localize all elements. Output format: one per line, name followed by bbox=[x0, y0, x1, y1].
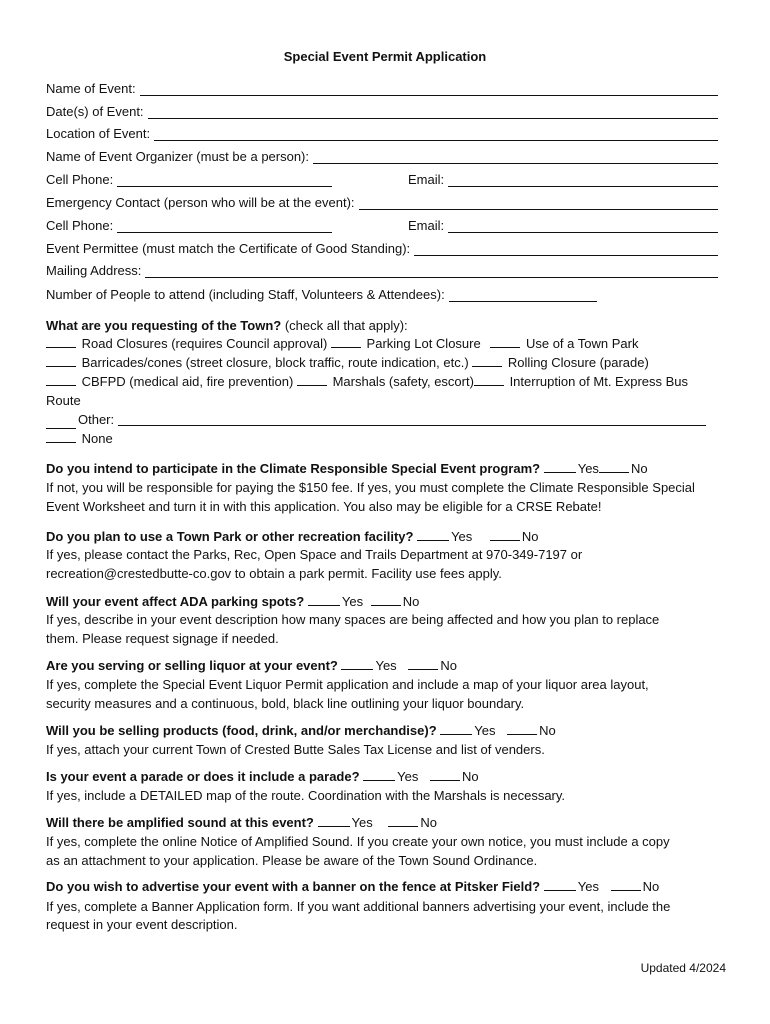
climate-yes-label: Yes bbox=[577, 461, 599, 476]
park-no-blank[interactable] bbox=[490, 528, 520, 541]
banner-no-blank[interactable] bbox=[611, 878, 641, 891]
products-question-text: Will you be selling products (food, drink, and/or merchandise)? bbox=[46, 723, 437, 738]
request-heading bbox=[46, 317, 408, 335]
products-yes-label: Yes bbox=[474, 723, 496, 738]
liquor-question-text: Are you serving or selling liquor at your event? bbox=[46, 658, 338, 673]
climate-no-blank[interactable] bbox=[599, 460, 629, 473]
park-yes-label: Yes bbox=[451, 529, 473, 544]
products-no-label: No bbox=[539, 723, 556, 738]
barricades-checkbox[interactable] bbox=[46, 354, 76, 367]
parade-yes-label: Yes bbox=[397, 769, 419, 784]
sound-text-2: as an attachment to your application. Please be aware of the Town Sound Ordinance. bbox=[46, 853, 538, 868]
request-heading-text: What are you requesting of the Town? bbox=[46, 318, 282, 333]
email-2-row bbox=[408, 215, 718, 233]
request-row-1 bbox=[46, 335, 638, 353]
permittee-input-line[interactable] bbox=[414, 242, 718, 256]
banner-question-text: Do you wish to advertise your event with a banner on the fence at Pitsker Field? bbox=[46, 879, 541, 894]
banner-question bbox=[46, 878, 659, 896]
event-location-row bbox=[46, 123, 718, 141]
products-text-1: If yes, attach your current Town of Crested Butte Sales Tax License and list of venders. bbox=[46, 742, 545, 757]
parade-question-text: Is your event a parade or does it include a parade? bbox=[46, 769, 360, 784]
other-label: Other: bbox=[78, 412, 115, 427]
organizer-label: Name of Event Organizer (must be a person): bbox=[46, 149, 310, 164]
marshals-label: Marshals (safety, escort) bbox=[332, 374, 474, 389]
organizer-input-line[interactable] bbox=[313, 150, 718, 164]
email-row bbox=[408, 169, 718, 187]
road-closures-checkbox[interactable] bbox=[46, 335, 76, 348]
sound-yes-label: Yes bbox=[351, 815, 373, 830]
climate-yes-blank[interactable] bbox=[544, 460, 576, 473]
road-closures-label: Road Closures (requires Council approval) bbox=[81, 336, 328, 351]
emergency-contact-row bbox=[46, 192, 718, 210]
parking-lot-label: Parking Lot Closure bbox=[366, 336, 481, 351]
none-checkbox[interactable] bbox=[46, 430, 76, 443]
request-row-3 bbox=[46, 373, 688, 391]
ada-no-label: No bbox=[402, 594, 420, 609]
permittee-row bbox=[46, 238, 718, 256]
event-location-input-line[interactable] bbox=[154, 127, 718, 141]
parade-yes-blank[interactable] bbox=[363, 768, 395, 781]
liquor-text-2: security measures and a continuous, bold, black line outlining your liquor boundary. bbox=[46, 696, 525, 711]
barricades-label: Barricades/cones (street closure, block traffic, route indication, etc.) bbox=[81, 355, 469, 370]
liquor-yes-label: Yes bbox=[375, 658, 397, 673]
banner-text-1: If yes, complete a Banner Application form. If you want additional banners advertising your event, include the bbox=[46, 899, 671, 914]
sound-text-1: If yes, complete the online Notice of Amplified Sound. If you create your own notice, you must include a copy bbox=[46, 834, 670, 849]
other-checkbox[interactable] bbox=[46, 416, 76, 429]
parking-lot-checkbox[interactable] bbox=[331, 335, 361, 348]
event-name-label: Name of Event: bbox=[46, 81, 136, 96]
products-question bbox=[46, 722, 556, 740]
ada-no-blank[interactable] bbox=[371, 593, 401, 606]
banner-yes-blank[interactable] bbox=[544, 878, 576, 891]
cell-phone-input-line[interactable] bbox=[117, 173, 332, 187]
request-heading-note: (check all that apply): bbox=[281, 318, 408, 333]
liquor-yes-blank[interactable] bbox=[341, 657, 373, 670]
ada-text-2: them. Please request signage if needed. bbox=[46, 631, 279, 646]
sound-no-label: No bbox=[420, 815, 437, 830]
park-question-text: Do you plan to use a Town Park or other recreation facility? bbox=[46, 529, 414, 544]
other-input-line[interactable] bbox=[118, 412, 706, 426]
liquor-question bbox=[46, 657, 457, 675]
rolling-closure-label: Rolling Closure (parade) bbox=[507, 355, 649, 370]
ada-yes-blank[interactable] bbox=[308, 593, 340, 606]
cell-phone-label: Cell Phone: bbox=[46, 172, 114, 187]
ada-question-text: Will your event affect ADA parking spots? bbox=[46, 594, 305, 609]
interruption-label: Interruption of Mt. Express Bus bbox=[509, 374, 689, 389]
liquor-text-1: If yes, complete the Special Event Liquor Permit application and include a map of your liquor area layout, bbox=[46, 677, 649, 692]
event-location-label: Location of Event: bbox=[46, 126, 151, 141]
cell-phone-2-row bbox=[46, 215, 332, 233]
request-none-row bbox=[46, 430, 113, 448]
ada-yes-label: Yes bbox=[341, 594, 364, 609]
liquor-no-label: No bbox=[440, 658, 457, 673]
park-text-1: If yes, please contact the Parks, Rec, Open Space and Trails Department at 970-349-7197 or bbox=[46, 547, 583, 562]
event-name-row bbox=[46, 78, 718, 96]
cell-phone-2-input-line[interactable] bbox=[117, 219, 332, 233]
request-row-3-cont bbox=[46, 392, 81, 410]
banner-text-2: request in your event description. bbox=[46, 917, 238, 932]
page-title: Special Event Permit Application bbox=[283, 49, 487, 64]
mailing-address-label: Mailing Address: bbox=[46, 263, 142, 278]
banner-no-label: No bbox=[642, 879, 660, 894]
products-yes-blank[interactable] bbox=[440, 722, 472, 735]
request-row-2 bbox=[46, 354, 649, 372]
sound-question-text: Will there be amplified sound at this event? bbox=[46, 815, 314, 830]
event-name-input-line[interactable] bbox=[140, 82, 718, 96]
cbfpd-label: CBFPD (medical aid, fire prevention) bbox=[81, 374, 294, 389]
banner-yes-label: Yes bbox=[577, 879, 599, 894]
sound-yes-blank[interactable] bbox=[318, 814, 350, 827]
email-label: Email: bbox=[408, 172, 445, 187]
event-dates-row bbox=[46, 101, 718, 119]
climate-no-label: No bbox=[630, 461, 648, 476]
rolling-closure-checkbox[interactable] bbox=[472, 354, 502, 367]
num-people-input-line[interactable] bbox=[449, 288, 597, 302]
request-other-row bbox=[46, 411, 706, 429]
route-label: Route bbox=[46, 393, 81, 408]
park-text-2: recreation@crestedbutte-co.gov to obtain a park permit. Facility use fees apply. bbox=[46, 566, 502, 581]
climate-question bbox=[46, 460, 648, 478]
event-dates-label: Date(s) of Event: bbox=[46, 104, 144, 119]
interruption-checkbox[interactable] bbox=[474, 373, 504, 386]
park-question bbox=[46, 528, 539, 546]
parade-question bbox=[46, 768, 479, 786]
mailing-address-row bbox=[46, 260, 718, 278]
email-2-label: Email: bbox=[408, 218, 445, 233]
email-input-line[interactable] bbox=[448, 173, 718, 187]
parade-text-1: If yes, include a DETAILED map of the route. Coordination with the Marshals is necessary. bbox=[46, 788, 566, 803]
none-label: None bbox=[81, 431, 113, 446]
emergency-contact-input-line[interactable] bbox=[359, 196, 718, 210]
updated-date: Updated 4/2024 bbox=[640, 961, 726, 975]
emergency-contact-label: Emergency Contact (person who will be at the event): bbox=[46, 195, 355, 210]
parade-no-label: No bbox=[462, 769, 479, 784]
permittee-label: Event Permittee (must match the Certificate of Good Standing): bbox=[46, 241, 411, 256]
sound-question bbox=[46, 814, 437, 832]
ada-question bbox=[46, 593, 419, 611]
park-yes-blank[interactable] bbox=[417, 528, 449, 541]
climate-text-1: If not, you will be responsible for paying the $150 fee. If yes, you must complete the Climate Responsible Special bbox=[46, 480, 695, 495]
town-park-label: Use of a Town Park bbox=[525, 336, 639, 351]
sound-no-blank[interactable] bbox=[388, 814, 418, 827]
cbfpd-checkbox[interactable] bbox=[46, 373, 76, 386]
num-people-label: Number of People to attend (including Staff, Volunteers & Attendees): bbox=[46, 287, 445, 302]
climate-question-text: Do you intend to participate in the Climate Responsible Special Event program? bbox=[46, 461, 541, 476]
marshals-checkbox[interactable] bbox=[297, 373, 327, 386]
liquor-no-blank[interactable] bbox=[408, 657, 438, 670]
cell-phone-row bbox=[46, 169, 332, 187]
parade-no-blank[interactable] bbox=[430, 768, 460, 781]
ada-text-1: If yes, describe in your event description how many spaces are being affected and how you plan to replace bbox=[46, 612, 660, 627]
mailing-address-input-line[interactable] bbox=[145, 264, 718, 278]
climate-text-2: Event Worksheet and turn it in with this application. You also may be eligible for a CRSE Rebate! bbox=[46, 499, 602, 514]
products-no-blank[interactable] bbox=[507, 722, 537, 735]
park-no-label: No bbox=[521, 529, 539, 544]
num-people-row bbox=[46, 284, 597, 302]
email-2-input-line[interactable] bbox=[448, 219, 718, 233]
organizer-row bbox=[46, 146, 718, 164]
cell-phone-2-label: Cell Phone: bbox=[46, 218, 114, 233]
event-dates-input-line[interactable] bbox=[148, 105, 718, 119]
town-park-checkbox[interactable] bbox=[490, 335, 520, 348]
